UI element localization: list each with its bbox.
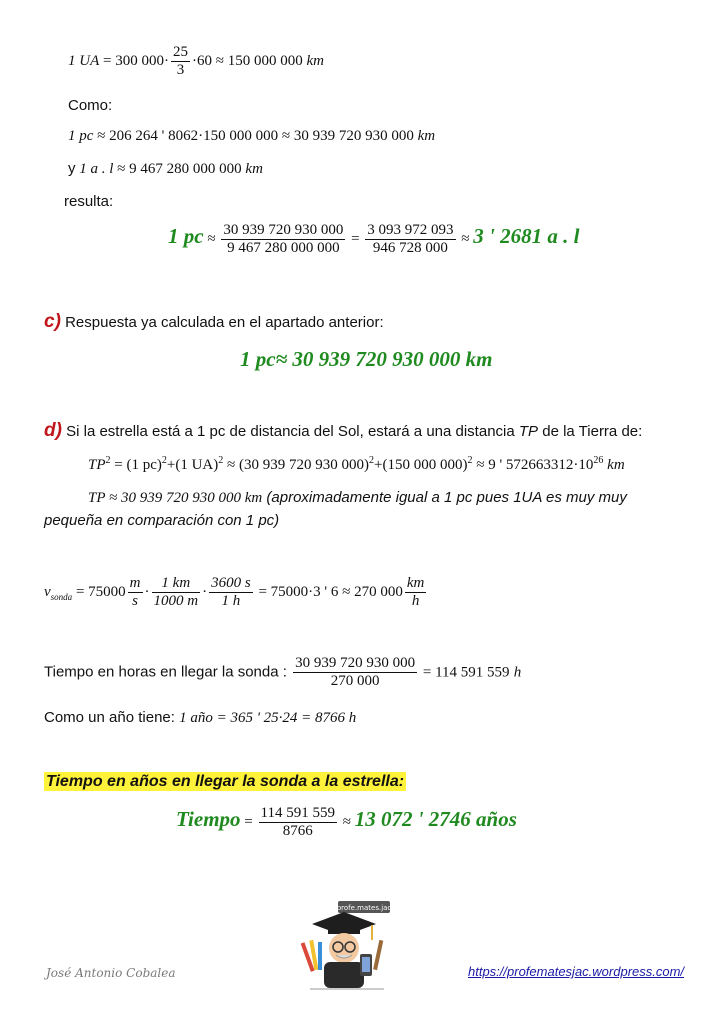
section-d-label: d)	[44, 420, 62, 441]
exp-e: 2	[467, 455, 473, 466]
pc-v2: 150 000 000	[203, 128, 279, 144]
hours-result: 114 591 559	[435, 664, 510, 681]
al-result: 9 467 280 000 000	[129, 161, 242, 177]
speed-equation: $v_{sonda} = 75000$ $\frac{m}{s}$ · $\frac{1 km}{1000 m}$ · $\frac{3600 s}{1 h}$ = 75000·3 ' 6 ≈ 270 000 $\frac{km}{h}$	[44, 575, 425, 609]
speed-frac-2: $\frac{1 km}{1000 m}$	[153, 575, 199, 609]
ua-unit: km	[306, 52, 324, 69]
final-lhs: Tiempo	[176, 806, 241, 831]
pc-al-result: 3 ' 2681 a . l	[473, 223, 580, 248]
section-c-label: c)	[44, 311, 61, 332]
term-d: (150 000 000)	[382, 457, 468, 473]
al-unit: km	[245, 161, 263, 177]
mascot-icon	[298, 898, 390, 992]
year-label: Como un año tiene:	[44, 709, 175, 726]
ua-fraction: $\frac{25}{3}$	[172, 44, 188, 78]
tp-approx: TP ≈ 30 939 720 930 000 km	[88, 490, 263, 506]
tp-squared-unit: km	[607, 457, 625, 473]
exp-d: 2	[369, 455, 374, 466]
exp-a: 2	[105, 455, 111, 466]
pc-al-fraction-1: $\frac{30 939 720 930 000}{9 467 280 000 000}$	[223, 222, 344, 256]
speed-v1: 75000	[88, 583, 126, 600]
final-equation: Tiempo = $\frac{114 591 559}{8766}$ ≈ 13 072 ' 2746 años	[176, 805, 517, 839]
pc-unit: km	[417, 128, 436, 144]
pc-al-equation: 1 pc ≈ $\frac{30 939 720 930 000}{9 467 280 000 000}$ = $\frac{3 093 972 093}{946 728 000}$ ≈ 3 ' 2681 a . l	[168, 222, 580, 256]
tp-note-1: (aproximadamente igual a 1 pc pues 1UA es muy muy	[266, 489, 627, 506]
hours-label: Tiempo en horas en llegar la sonda :	[44, 663, 287, 681]
tp-squared-equation: $TP^2 = (1$ pc)$^2$+(1 UA)$^2$ ≈ (30 939 720 930 000)$^2$+(150 000 000)$^2$ ≈ 9 ' $572663312\cdot 10^{26}$ km	[88, 455, 625, 473]
ua-lhs: 1 UA	[68, 52, 100, 69]
resulta-label: resulta:	[64, 193, 114, 210]
exp-b: 2	[161, 455, 167, 466]
term-c: (30 939 720 930 000)	[239, 457, 369, 473]
y-word: y	[68, 160, 76, 177]
final-result: 13 072 ' 2746 años	[354, 806, 517, 831]
section-d	[44, 420, 642, 442]
speed-mid: 75000·3 ' 6	[270, 583, 339, 600]
section-d-text-b: de la Tierra de:	[542, 423, 643, 440]
tp-lhs: TP	[88, 457, 106, 473]
footer-link[interactable]: https://profematesjac.wordpress.com/	[468, 964, 685, 979]
pc-equation: 1 pc ≈ 206 264 ' 8062·150 000 000 ≈ 30 939 720 930 000 km	[68, 128, 436, 144]
speed-result: 270 000	[354, 583, 403, 600]
hours-fraction: $\frac{30 939 720 930 000}{270 000}$	[295, 655, 416, 689]
ua-equation: 1 UA = 300 000· $\frac{25}{3}$ ·60 ≈ 150 000 000 km	[68, 44, 324, 78]
pc-al-fraction-2: $\frac{3 093 972 093}{946 728 000}$	[367, 222, 454, 256]
tp-squared-exp: 26	[593, 455, 604, 466]
footer-author: José Antonio Cobalea	[46, 966, 176, 980]
speed-frac-3: $\frac{3600 s}{1 h}$	[211, 575, 251, 609]
year-line	[44, 709, 356, 727]
section-d-tp: TP	[518, 423, 539, 440]
como-label: Como:	[68, 97, 113, 114]
mascot-logo	[298, 898, 390, 992]
hours-line: Tiempo en horas en llegar la sonda : $\frac{30 939 720 930 000}{270 000}$ = 114 591 559 h	[44, 655, 522, 689]
tp-squared-result: 9 ' 572663312·10	[488, 457, 594, 473]
pc-result: 30 939 720 930 000	[293, 128, 414, 144]
al-lhs: 1 a . l	[79, 161, 114, 177]
exp-c: 2	[218, 455, 224, 466]
final-heading-text: Tiempo en años en llegar la sonda a la estrella:	[46, 773, 405, 790]
section-c-result: 1 pc≈ 30 939 720 930 000 km	[240, 347, 493, 371]
section-c-text: Respuesta ya calculada en el apartado anterior:	[65, 314, 384, 331]
pc-al-lhs: 1 pc	[168, 223, 204, 248]
term-a: (1 pc)	[126, 457, 162, 473]
final-heading	[44, 773, 406, 791]
hours-unit: h	[513, 664, 522, 681]
ua-v1: 300 000	[115, 52, 164, 69]
tp-note-2: pequeña en comparación con 1 pc)	[44, 512, 280, 529]
speed-lhs: v	[44, 583, 51, 600]
speed-frac-4: $\frac{km}{h}$	[406, 575, 425, 609]
al-equation: y 1 a . l ≈ 9 467 280 000 000 km	[68, 160, 263, 177]
ua-v2: 60	[196, 52, 212, 69]
badge-text: profe.mates.jac	[336, 904, 390, 912]
tp-approx-line	[88, 489, 627, 507]
term-b: (1 UA)	[175, 457, 219, 473]
year-equation: 1 año = 365 ' 25·24 = 8766 h	[179, 710, 357, 726]
ua-result: 150 000 000	[227, 52, 303, 69]
final-fraction: $\frac{114 591 559}{8766}$	[260, 805, 335, 839]
section-d-text-a: Si la estrella está a 1 pc de distancia del Sol, estará a una distancia	[66, 423, 515, 440]
pc-lhs: 1 pc	[68, 128, 94, 144]
pc-v1: 206 264 ' 8062	[109, 128, 199, 144]
speed-frac-1: $\frac{m}{s}$	[129, 575, 141, 609]
section-c	[44, 311, 384, 333]
speed-sub: sonda	[50, 591, 73, 602]
